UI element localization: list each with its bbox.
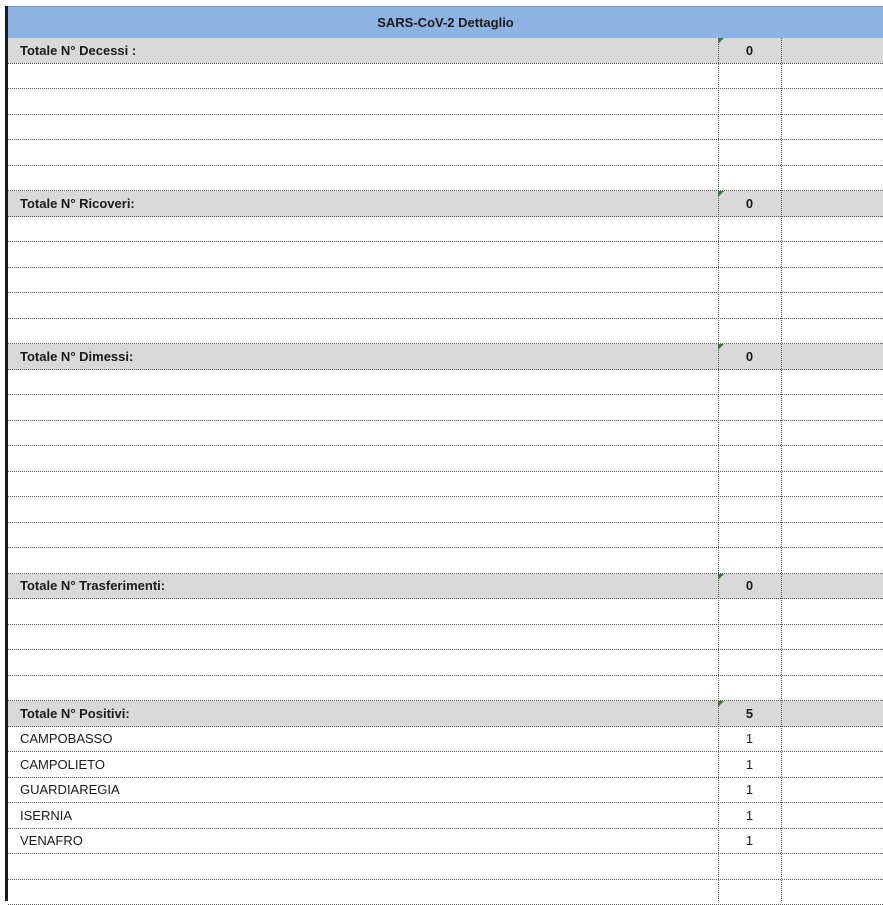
empty-row[interactable]: [8, 319, 883, 345]
section-label: Totale N° Decessi :: [20, 38, 136, 63]
section-label: Totale N° Dimessi:: [20, 344, 133, 369]
empty-row[interactable]: [8, 370, 883, 396]
comune-count: 1: [718, 778, 781, 803]
empty-row[interactable]: [8, 854, 883, 880]
section-header-row[interactable]: [8, 344, 883, 370]
table-row[interactable]: [8, 752, 883, 778]
empty-row[interactable]: [8, 548, 883, 574]
section-header-row[interactable]: [8, 701, 883, 727]
empty-row[interactable]: [8, 650, 883, 676]
section-total: 0: [718, 574, 781, 599]
empty-row[interactable]: [8, 446, 883, 472]
comune-name: ISERNIA: [20, 803, 72, 828]
column-separator-right: [781, 38, 782, 901]
empty-row[interactable]: [8, 421, 883, 447]
table-row[interactable]: [8, 778, 883, 804]
comune-name: CAMPOLIETO: [20, 752, 105, 777]
empty-row[interactable]: [8, 115, 883, 141]
section-total: 0: [718, 191, 781, 216]
empty-row[interactable]: [8, 166, 883, 192]
section-header-row[interactable]: [8, 574, 883, 600]
section-label: Totale N° Trasferimenti:: [20, 574, 165, 599]
sheet-title-text: SARS-CoV-2 Dettaglio: [377, 15, 514, 30]
comune-name: CAMPOBASSO: [20, 727, 112, 752]
empty-row[interactable]: [8, 242, 883, 268]
empty-row[interactable]: [8, 523, 883, 549]
comune-count: 1: [718, 803, 781, 828]
sheet-title: [8, 6, 883, 38]
comune-name: VENAFRO: [20, 829, 83, 854]
comune-count: 1: [718, 752, 781, 777]
column-separator-left: [718, 38, 719, 901]
comune-count: 1: [718, 727, 781, 752]
section-total: 0: [718, 38, 781, 63]
empty-row[interactable]: [8, 293, 883, 319]
empty-row[interactable]: [8, 64, 883, 90]
section-total: 0: [718, 344, 781, 369]
empty-row[interactable]: [8, 497, 883, 523]
empty-row[interactable]: [8, 268, 883, 294]
empty-row[interactable]: [8, 676, 883, 702]
table-row[interactable]: [8, 727, 883, 753]
empty-row[interactable]: [8, 140, 883, 166]
section-total: 5: [718, 701, 781, 726]
table-row[interactable]: [8, 829, 883, 855]
section-label: Totale N° Ricoveri:: [20, 191, 135, 216]
table-row[interactable]: [8, 803, 883, 829]
empty-row[interactable]: [8, 625, 883, 651]
section-label: Totale N° Positivi:: [20, 701, 130, 726]
section-header-row[interactable]: [8, 38, 883, 64]
empty-row[interactable]: [8, 599, 883, 625]
empty-row[interactable]: [8, 395, 883, 421]
comune-count: 1: [718, 829, 781, 854]
empty-row[interactable]: [8, 880, 883, 905]
section-header-row[interactable]: [8, 191, 883, 217]
empty-row[interactable]: [8, 217, 883, 243]
empty-row[interactable]: [8, 472, 883, 498]
comune-name: GUARDIAREGIA: [20, 778, 120, 803]
empty-row[interactable]: [8, 89, 883, 115]
